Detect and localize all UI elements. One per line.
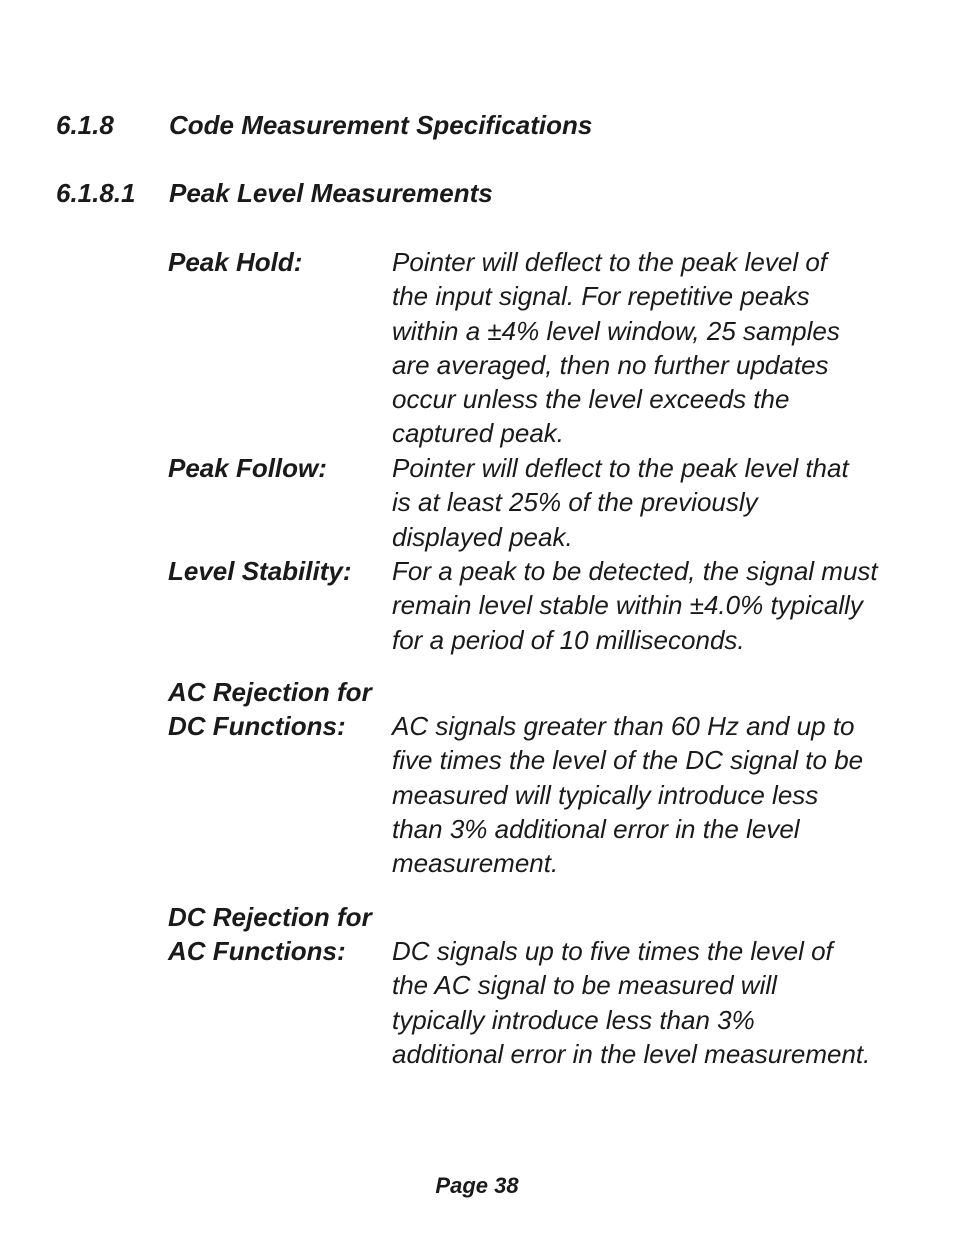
- spec-desc-peak-hold: [392, 245, 912, 451]
- desc-line: occur unless the level exceeds the: [392, 384, 790, 415]
- spec-desc-dc-rejection: [392, 934, 912, 1071]
- spec-term-dc-rejection: [168, 900, 372, 969]
- desc-line: typically introduce less than 3%: [392, 1004, 755, 1035]
- desc-line: is at least 25% of the previously: [392, 487, 758, 518]
- spec-term-peak-hold: Peak Hold:: [168, 247, 303, 277]
- section-title: Code Measurement Specifications: [169, 110, 593, 140]
- page-number: Page 38: [435, 1173, 519, 1198]
- desc-line: the input signal. For repetitive peaks: [392, 281, 810, 312]
- spec-term-ac-rejection: [168, 675, 372, 744]
- desc-line: Pointer will deflect to the peak level that: [392, 453, 849, 483]
- desc-line: remain level stable within ±4.0% typically: [392, 590, 863, 621]
- desc-line: Pointer will deflect to the peak level of: [392, 247, 828, 277]
- desc-line: are averaged, then no further updates: [392, 349, 829, 380]
- section-number: 6.1.8: [56, 110, 114, 140]
- desc-line: five times the level of the DC signal to be: [392, 745, 864, 776]
- desc-line: AC signals greater than 60 Hz and up to: [392, 711, 855, 741]
- spec-desc-peak-follow: [392, 451, 912, 554]
- spec-term-level-stability: Level Stability:: [168, 556, 352, 586]
- term-line: AC Rejection for: [168, 677, 372, 707]
- spec-desc-ac-rejection: [392, 709, 912, 880]
- term-line: AC Functions:: [168, 936, 346, 967]
- desc-line: For a peak to be detected, the signal must: [392, 556, 878, 586]
- desc-line: measurement.: [392, 848, 559, 879]
- subsection-number: 6.1.8.1: [56, 178, 136, 208]
- desc-line: measured will typically introduce less: [392, 779, 819, 810]
- desc-line: DC signals up to five times the level of: [392, 936, 833, 966]
- subsection-title: Peak Level Measurements: [169, 178, 493, 208]
- desc-line: displayed peak.: [392, 521, 573, 552]
- spec-term-peak-follow: Peak Follow:: [168, 453, 327, 483]
- spec-desc-level-stability: [392, 554, 912, 657]
- desc-line: for a period of 10 milliseconds.: [392, 624, 745, 655]
- term-line: DC Functions:: [168, 711, 346, 742]
- desc-line: the AC signal to be measured will: [392, 970, 777, 1001]
- desc-line: additional error in the level measurement.: [392, 1038, 871, 1069]
- term-line: DC Rejection for: [168, 902, 372, 932]
- desc-line: than 3% additional error in the level: [392, 813, 800, 844]
- desc-line: within a ±4% level window, 25 samples: [392, 315, 840, 346]
- desc-line: captured peak.: [392, 418, 565, 449]
